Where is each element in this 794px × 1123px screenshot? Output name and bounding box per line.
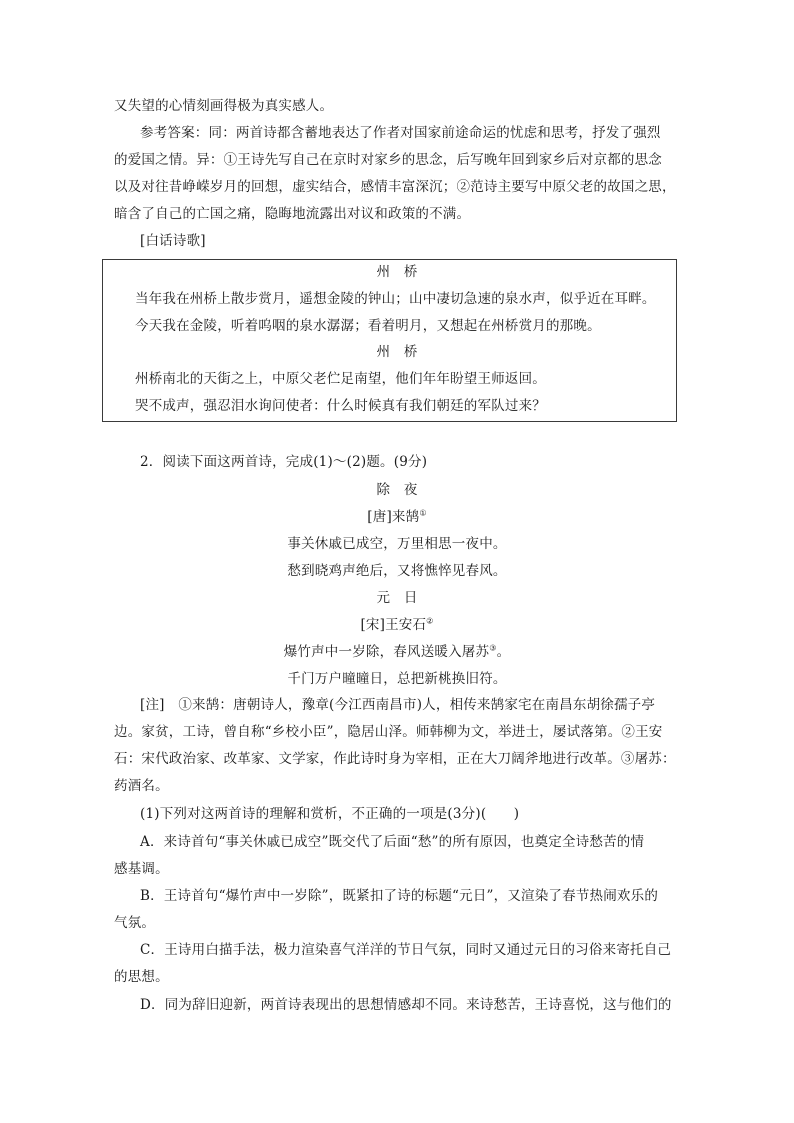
note-line: [注] ①来鹄：唐朝诗人，豫章(今江西南昌市)人，相传来鹄家宅在南昌东胡徐孺子亭 [140, 697, 656, 713]
answer-line: 参考答案：同：两首诗都含蓄地表达了作者对国家前途命运的忧虑和思考，抒发了强烈 [140, 125, 661, 141]
poem-b-line [0, 642, 794, 662]
poem-a-line: 事关休戚已成空，万里相思一夜中。 [287, 536, 507, 552]
poem-line: 当年我在州桥上散步赏月，遥想金陵的钟山；山中凄切急速的泉水声，似乎近在耳畔。 [135, 291, 656, 307]
poem-title: 州 桥 [376, 264, 418, 280]
vernacular-label: [白话诗歌] [140, 233, 206, 249]
sub-question: (1)下列对这两首诗的理解和赏析，不正确的一项是(3分)( ) [140, 806, 520, 822]
poem-line: 州桥南北的天街之上，中原父老伫足南望，他们年年盼望王师返回。 [135, 371, 546, 387]
option-d: D．同为辞旧迎新，两首诗表现出的思想情感却不同。来诗愁苦，王诗喜悦，这与他们的 [140, 997, 672, 1013]
note-line: 药酒名。 [114, 778, 169, 794]
poem-b-line-text: 爆竹声中一岁除，春风送暖入屠苏 [283, 644, 490, 660]
poem-title: 州 桥 [376, 344, 418, 360]
question-prompt: 2．阅读下面这两首诗，完成(1)～(2)题。(9分) [140, 454, 428, 470]
option-a-cont: 感基调。 [114, 861, 169, 877]
poem-b-line-end: 。 [496, 644, 511, 660]
poem-b-author-name: [宋]王安石 [360, 617, 427, 633]
intro-line: 又失望的心情刻画得极为真实感人。 [114, 98, 334, 114]
answer-line: 暗含了自己的亡国之痛，隐晦地流露出对议和政策的不满。 [114, 206, 471, 222]
answer-line: 的爱国之情。异：①王诗先写自己在京时对家乡的思念，后写晚年回到家乡后对京都的思念 [114, 152, 662, 168]
poem-b-title: 元 日 [376, 590, 418, 606]
poem-a-line: 愁到晓鸡声绝后，又将憔悴见春风。 [287, 563, 507, 579]
poem-a-title: 除 夜 [376, 482, 418, 498]
poem-line: 今天我在金陵，听着呜咽的泉水潺潺；看着明月，又想起在州桥赏月的那晚。 [135, 318, 601, 334]
note-line: 石：宋代政治家、改革家、文学家，作此诗时身为宰相，正在大刀阔斧地进行改革。③屠苏： [114, 751, 676, 767]
poem-a-author [0, 507, 794, 527]
footnote-marker: ② [426, 616, 434, 626]
option-b-cont: 气氛。 [114, 915, 156, 931]
poem-a-author-name: [唐]来鹄 [367, 509, 420, 525]
note-line: 边。家贫，工诗，曾自称“乡校小臣”，隐居山泽。师韩柳为文，举进士，屡试落第。②王安 [114, 724, 663, 740]
option-c: C．王诗用白描手法，极力渲染喜气洋洋的节日气氛，同时又通过元日的习俗来寄托自己 [140, 942, 672, 958]
footnote-marker: ③ [489, 643, 497, 653]
option-c-cont: 的思想。 [114, 969, 169, 985]
option-a: A．来诗首句“事关休戚已成空”既交代了后面“愁”的所有原因，也奠定全诗愁苦的情 [140, 834, 645, 850]
poem-b-author [0, 615, 794, 635]
option-b: B．王诗首句“爆竹声中一岁除”，既紧扣了诗的标题“元日”，又渲染了春节热闹欢乐的 [140, 888, 659, 904]
poem-b-line: 千门万户曈曈日，总把新桃换旧符。 [287, 671, 507, 687]
poem-line: 哭不成声，强忍泪水询问使者：什么时候真有我们朝廷的军队过来？ [135, 398, 546, 414]
answer-line: 以及对往昔峥嵘岁月的回想，虚实结合，感情丰富深沉；②范诗主要写中原父老的故国之思， [114, 179, 676, 195]
footnote-marker: ① [419, 508, 427, 518]
